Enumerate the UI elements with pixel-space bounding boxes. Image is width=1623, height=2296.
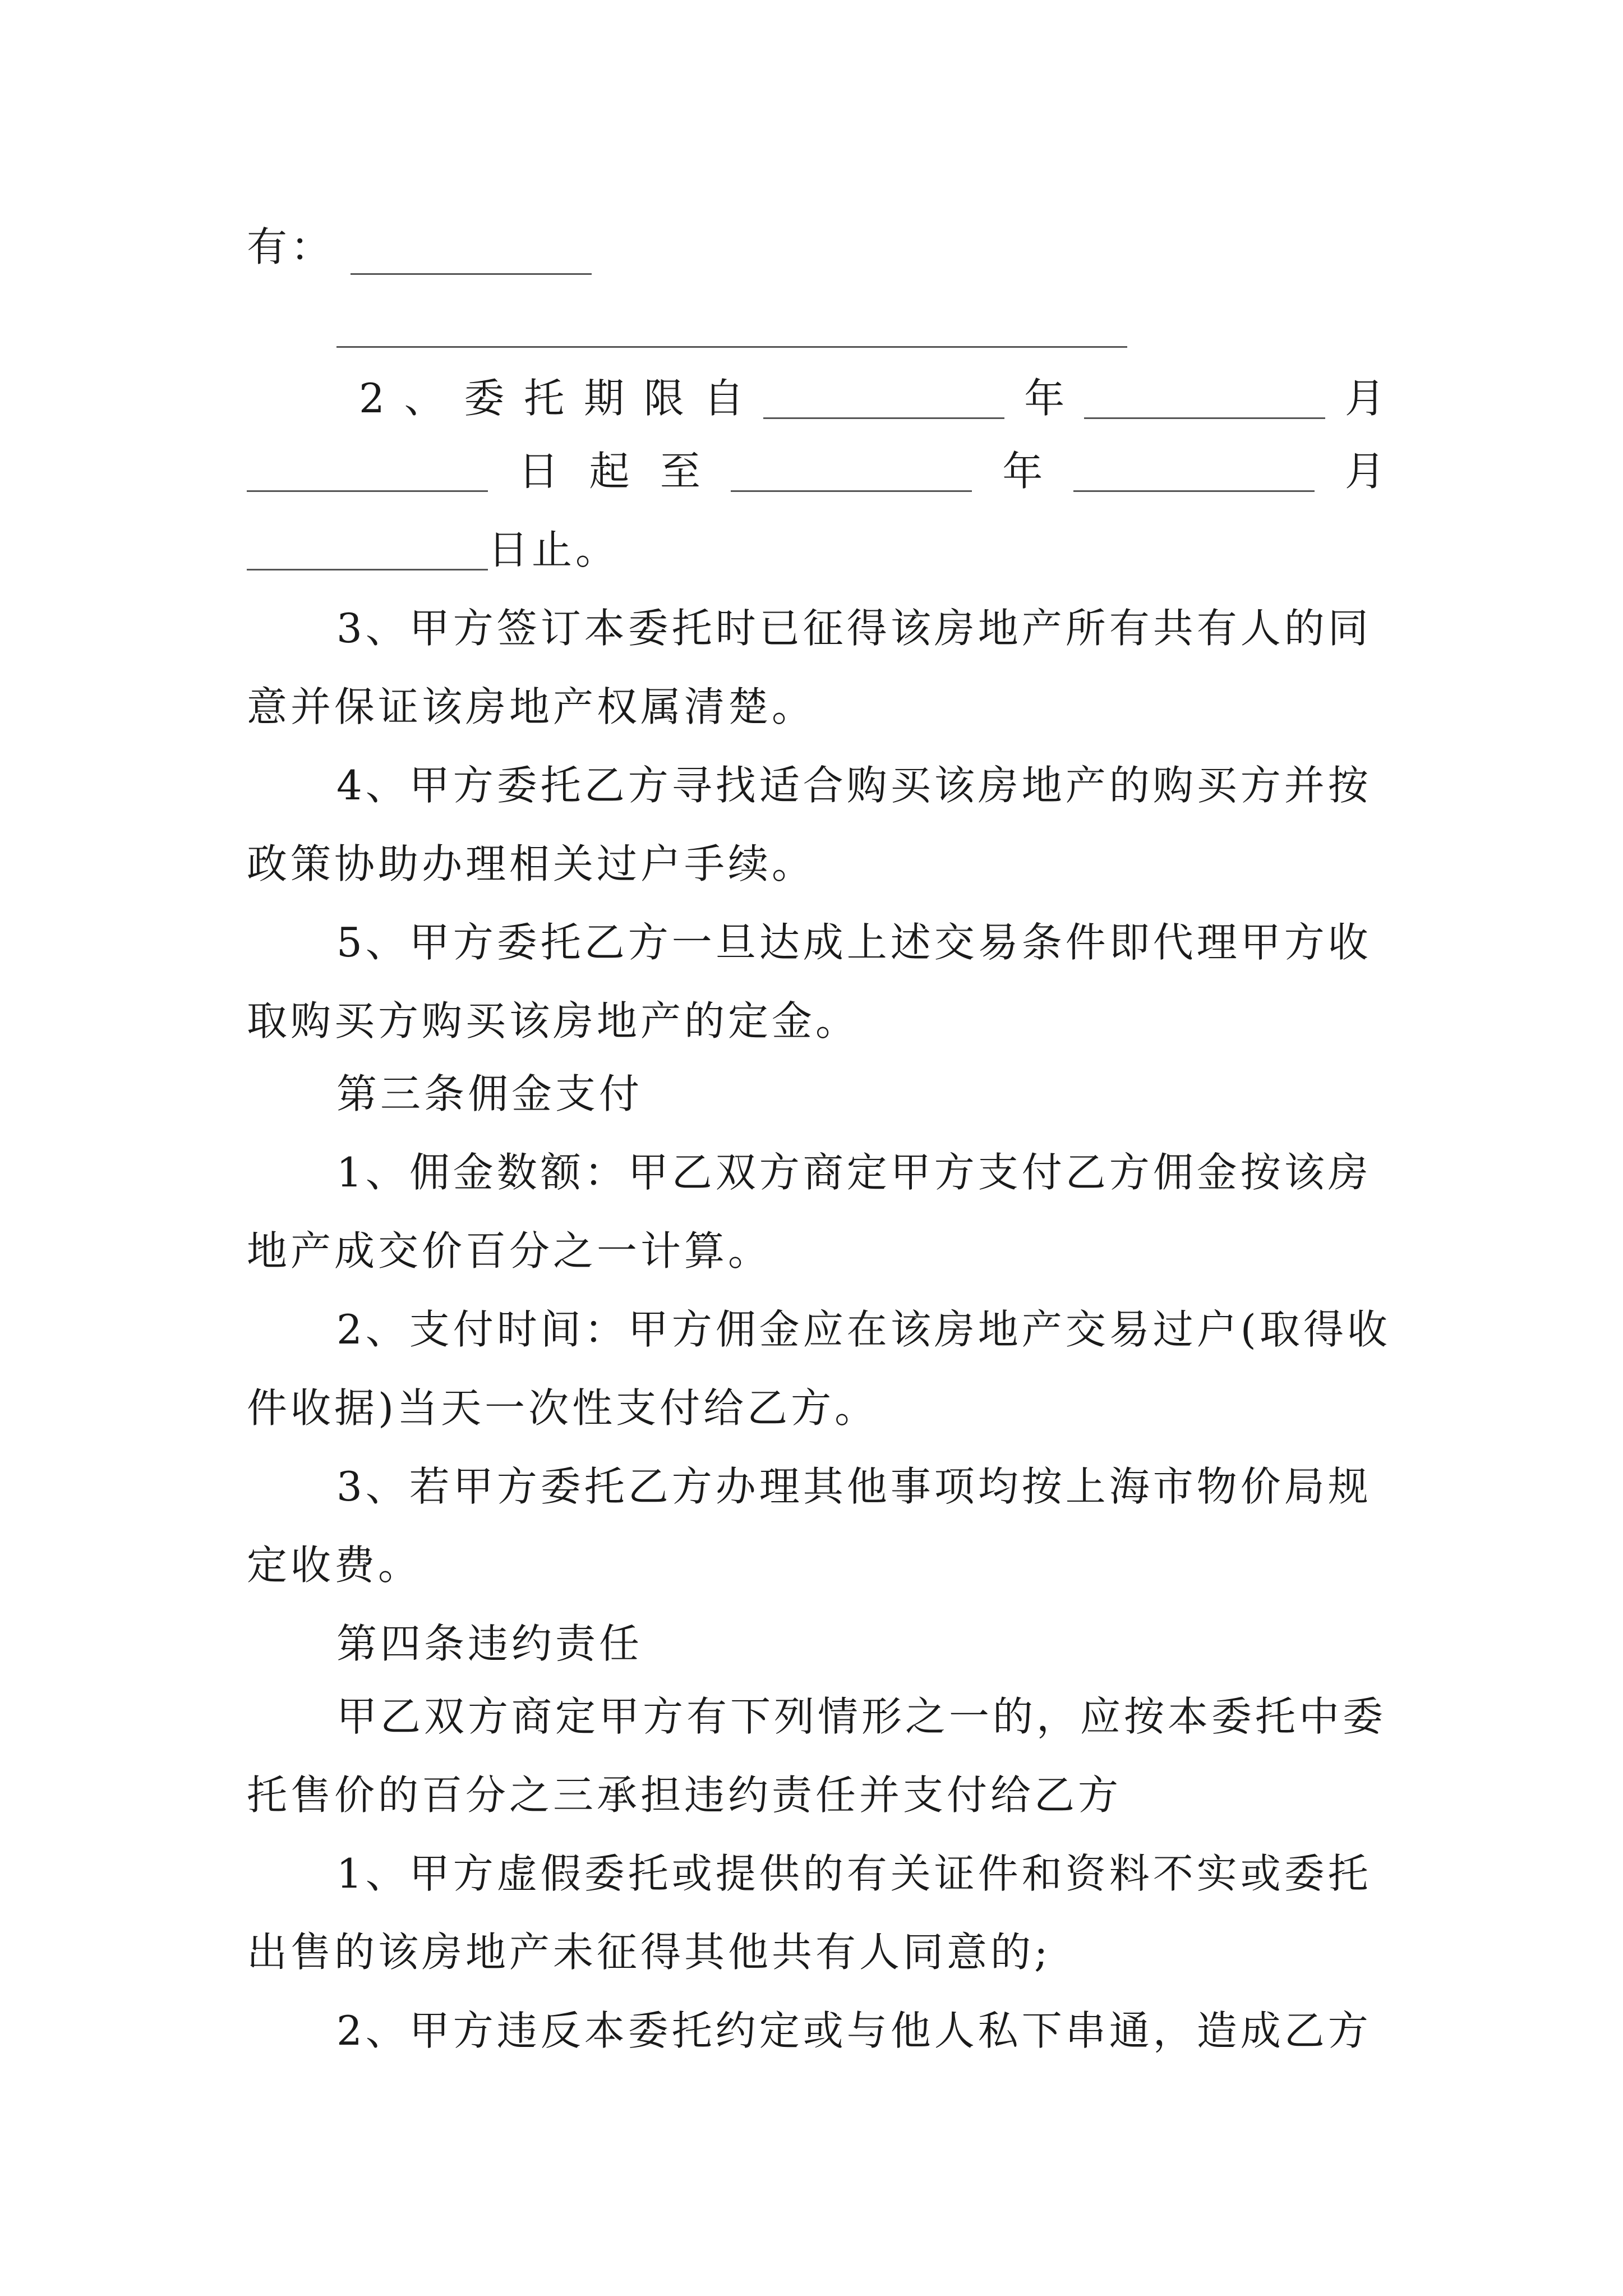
end-day-blank <box>247 530 488 570</box>
clause-3-line-2: 意并保证该房地产权属清楚。 <box>247 683 816 730</box>
long-blank <box>336 307 1127 348</box>
clause-3-line-1: 3、甲方签订本委托时已征得该房地产所有共有人的同 <box>336 605 1372 652</box>
end-month-label: 月 <box>1344 448 1385 495</box>
long-blank-line <box>336 292 1127 348</box>
clause-5-line-1: 5、甲方委托乙方一旦达成上述交易条件即代理甲方收 <box>336 919 1372 966</box>
term-char-4: 限 <box>643 375 684 422</box>
clause-4-line-1: 4、甲方委托乙方寻找适合购买该房地产的购买方并按 <box>336 762 1372 809</box>
start-month-label: 月 <box>1344 375 1385 422</box>
start-day-label: 日 <box>518 448 559 495</box>
owner-line <box>247 219 592 275</box>
clause-4-line-2: 政策协助办理相关过户手续。 <box>247 840 816 887</box>
commission-1-line-2: 地产成交价百分之一计算。 <box>247 1227 772 1274</box>
end-year-blank <box>731 451 972 492</box>
term-char-1: 委 <box>464 375 505 422</box>
owner-label: 有： <box>247 223 335 270</box>
term-char-2: 托 <box>524 375 565 422</box>
article-3-heading: 第三条佣金支付 <box>336 1070 643 1117</box>
term-line-2 <box>247 443 1385 499</box>
commission-2-line-1: 2、支付时间：甲方佣金应在该房地产交易过户(取得收 <box>336 1306 1391 1353</box>
start-month-blank <box>1084 378 1325 419</box>
zhi-label: 至 <box>660 448 700 495</box>
commission-3-line-2: 定收费。 <box>247 1542 422 1589</box>
owner-blank <box>351 234 592 275</box>
start-year-label: 年 <box>1024 375 1065 422</box>
term-char-5: 自 <box>703 375 744 422</box>
term-line-1 <box>359 370 1385 426</box>
term-sep: 、 <box>404 375 445 422</box>
breach-intro-line-1: 甲乙双方商定甲方有下列情形之一的，应按本委托中委 <box>336 1693 1387 1740</box>
start-year-blank <box>763 378 1004 419</box>
commission-1-line-1: 1、佣金数额：甲乙双方商定甲方支付乙方佣金按该房 <box>336 1149 1372 1196</box>
commission-3-line-1: 3、若甲方委托乙方办理其他事项均按上海市物价局规 <box>336 1463 1372 1510</box>
commission-2-line-2: 件收据)当天一次性支付给乙方。 <box>247 1384 879 1432</box>
end-day-label: 日止。 <box>488 526 620 573</box>
clause-5-line-2: 取购买方购买该房地产的定金。 <box>247 997 860 1045</box>
term-line-3 <box>247 522 619 578</box>
breach-1-line-2: 出售的该房地产未征得其他共有人同意的; <box>247 1929 1052 1976</box>
qi-label: 起 <box>589 448 630 495</box>
start-day-blank <box>247 451 488 492</box>
article-4-heading: 第四条违约责任 <box>336 1620 643 1667</box>
breach-1-line-1: 1、甲方虚假委托或提供的有关证件和资料不实或委托 <box>336 1850 1372 1897</box>
end-year-label: 年 <box>1002 448 1043 495</box>
term-number: 2 <box>359 375 385 422</box>
end-month-blank <box>1073 451 1315 492</box>
breach-intro-line-2: 托售价的百分之三承担违约责任并支付给乙方 <box>247 1772 1122 1819</box>
breach-2-line-1: 2、甲方违反本委托约定或与他人私下串通，造成乙方 <box>336 2007 1372 2054</box>
term-char-3: 期 <box>584 375 625 422</box>
